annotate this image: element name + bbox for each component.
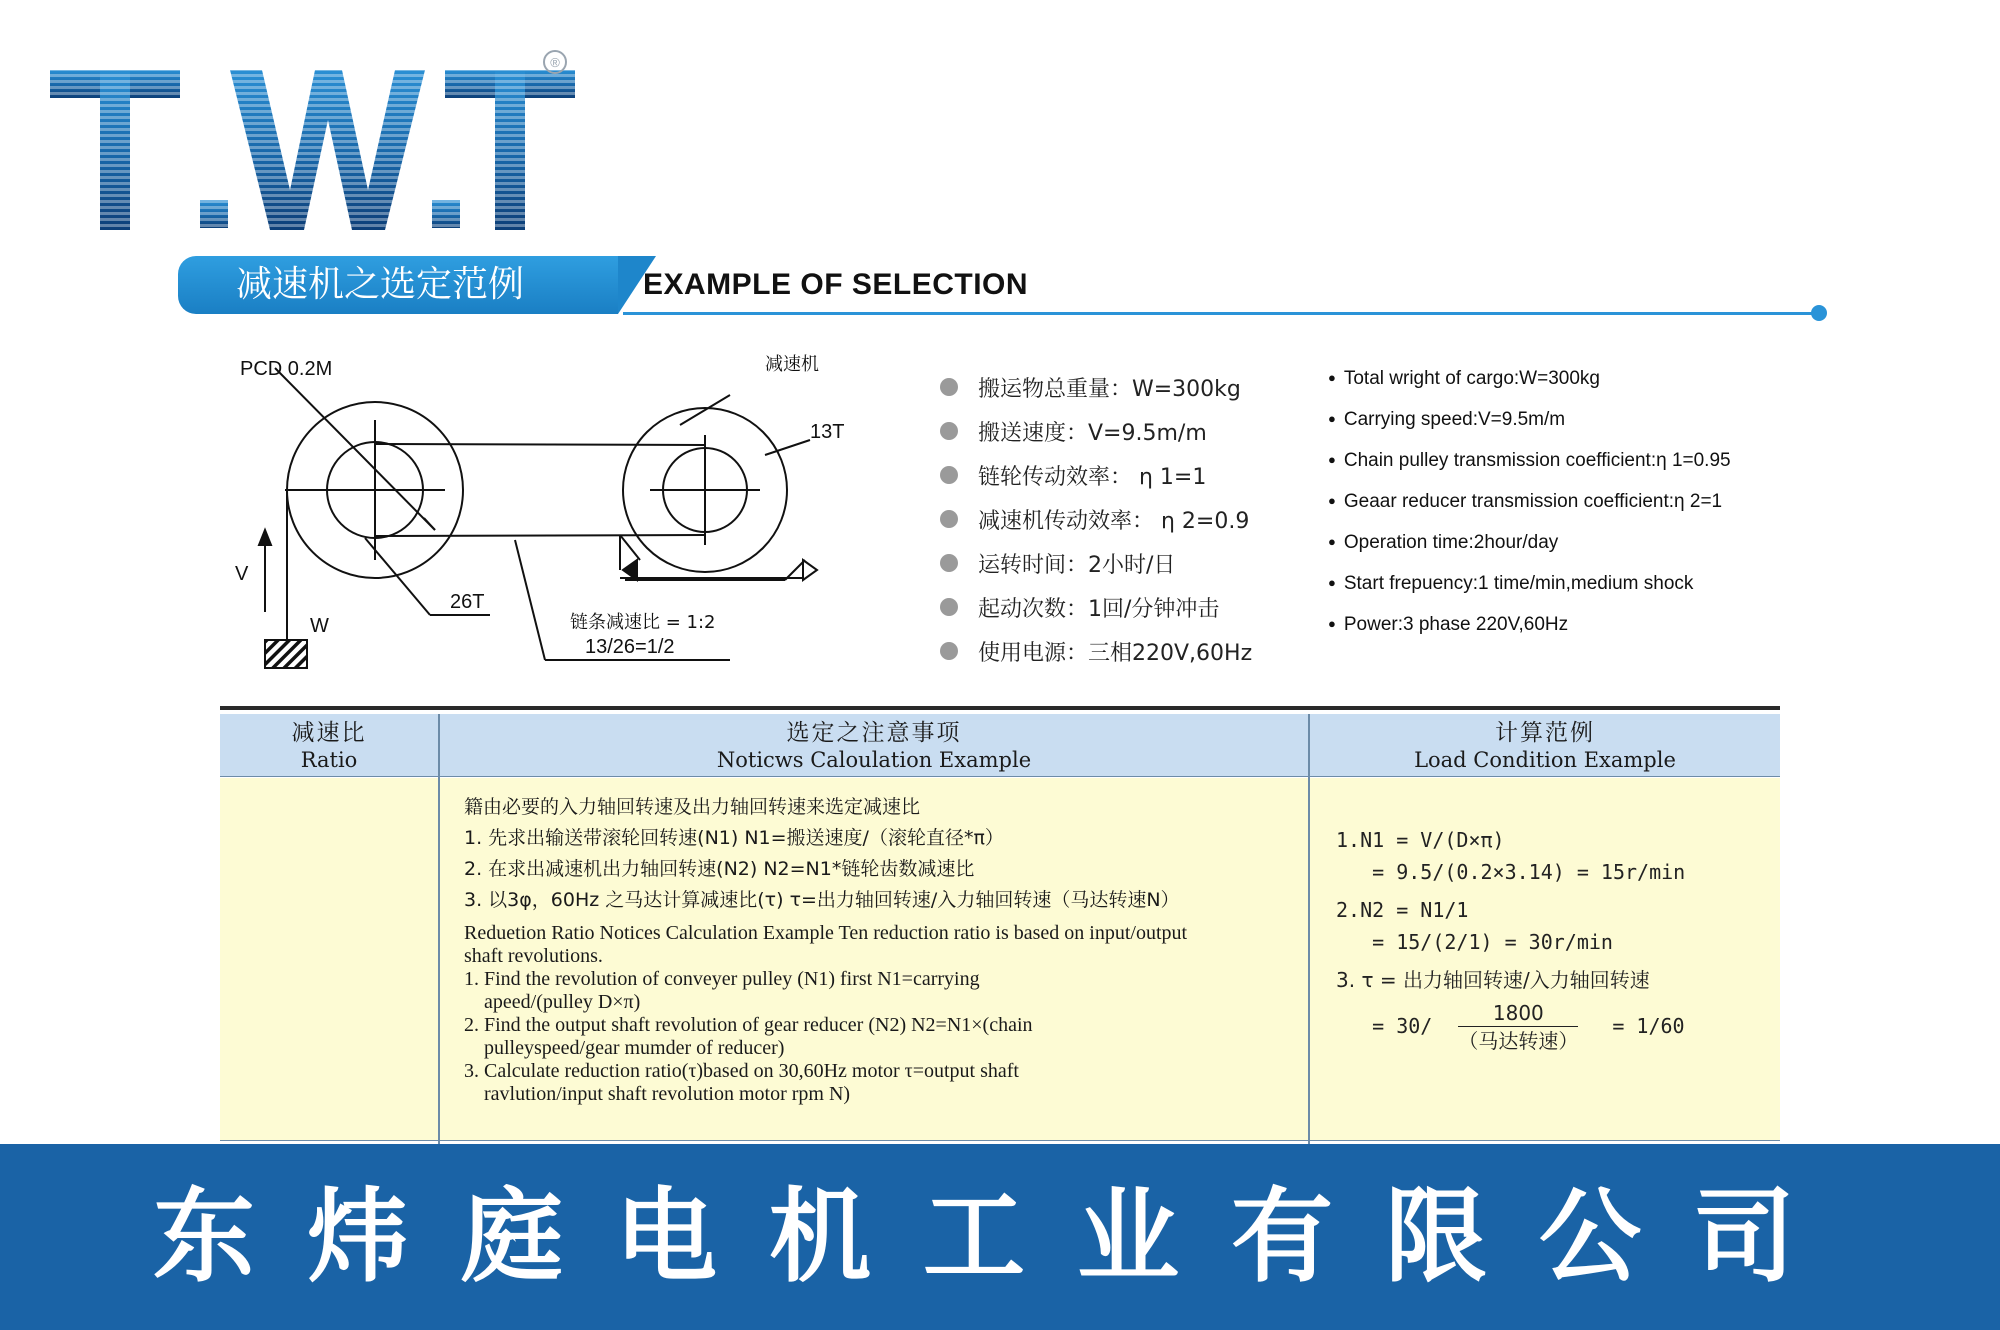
fraction: $\frac{1800}{\text{（马达转速）}}$: [1458, 1001, 1579, 1053]
selection-table: [220, 706, 1780, 1146]
spec-list-en: [1328, 368, 1731, 655]
bullet-icon: [940, 598, 958, 616]
spec-cn-item: 减速机传动效率： η 2=0.9: [940, 497, 1252, 541]
spec-list-cn: [940, 365, 1252, 673]
note-en-line: 2. Find the output shaft revolution of gear reducer (N2) N2=N1×(chain: [464, 1014, 1033, 1036]
company-banner: 东炜庭电机工业有限公司: [0, 1144, 2000, 1330]
note-cn-step: 1. 先求出输送带滚轮回转速(N1) N1=搬送速度/（滚轮直径*π）: [464, 827, 1004, 849]
bullet-icon: [940, 378, 958, 396]
note-cn-step: 3. 以3φ，60Hz 之马达计算减速比(τ) τ=出力轴回转速/入力轴回转速（马达转速N）: [464, 889, 1180, 911]
small-sprocket-teeth: 13T: [810, 421, 845, 443]
registered-mark: ®: [550, 55, 560, 70]
spec-cn-item: 使用电源：三相220V,60Hz: [940, 629, 1252, 673]
bullet-icon: [940, 422, 958, 440]
spec-cn-item: 搬运物总重量：W=300kg: [940, 365, 1252, 409]
calc-line: 2.N2 = N1/1: [1336, 898, 1469, 922]
column-divider: [1308, 714, 1310, 1144]
table-top-rule: [220, 706, 1780, 710]
header-rule-dot: [1811, 305, 1827, 321]
section-header: [178, 254, 1828, 324]
notes-cell: [440, 778, 1308, 1141]
header-load-example: 计算范例 Load Condition Example: [1310, 714, 1780, 777]
twt-logo: [50, 50, 580, 240]
spec-en-item: ● Start frepuency:1 time/min,medium shock: [1328, 573, 1731, 614]
chain-top: [375, 444, 705, 445]
bullet-icon: [940, 466, 958, 484]
spec-cn-item: 起动次数：1回/分钟冲击: [940, 585, 1252, 629]
chain-ratio-line2: 13/26=1/2: [585, 636, 675, 658]
note-intro: 籍由必要的入力轴回转速及出力轴回转速来选定减速比: [464, 796, 921, 818]
calc-cell: [1310, 778, 1780, 1141]
chain-ratio-line1: 链条减速比 = 1:2: [570, 612, 716, 633]
pcd-leader: [275, 368, 435, 530]
note-en-line: apeed/(pulley D×π): [484, 991, 641, 1013]
spec-en-item: ● Geaar reducer transmission coefficient:η 2=1: [1328, 491, 1731, 532]
calc-line: 1.N1 = V/(D×π): [1336, 828, 1505, 852]
calc-line: = 9.5/(0.2×3.14) = 15r/min: [1336, 860, 1686, 884]
weight-label: W: [310, 615, 329, 637]
bullet-icon: [940, 554, 958, 572]
section-title-cn: 减速机之选定范例: [178, 256, 618, 314]
spec-en-item: ● Power:3 phase 220V,60Hz: [1328, 614, 1731, 655]
spec-cn-item: 搬送速度：V=9.5m/m: [940, 409, 1252, 453]
pcd-label: PCD 0.2M: [240, 358, 333, 380]
note-cn-step: 2. 在求出减速机出力轴回转速(N2) N2=N1*链轮齿数减速比: [464, 858, 975, 880]
spec-en-item: ● Operation time:2hour/day: [1328, 532, 1731, 573]
note-en-line: pulleyspeed/gear mumder of reducer): [484, 1037, 785, 1059]
calc-line: 3. τ = 出力轴回转速/入力轴回转速: [1336, 968, 1650, 992]
section-title-en: EXAMPLE OF SELECTION: [643, 268, 1029, 301]
calc-line: = 15/(2/1) = 30r/min: [1336, 930, 1613, 954]
spec-en-item: ● Carrying speed:V=9.5m/m: [1328, 409, 1731, 450]
note-en-line: 1. Find the revolution of conveyer pulley (N1) first N1=carrying: [464, 968, 980, 990]
chain-bottom: [375, 535, 705, 536]
spec-cn-item: 运转时间：2小时/日: [940, 541, 1252, 585]
velocity-label: V: [235, 563, 249, 585]
spec-en-item: ● Total wright of cargo:W=300kg: [1328, 368, 1731, 409]
note-en-line: 3. Calculate reduction ratio(τ)based on 30,60Hz motor τ=output shaft: [464, 1060, 1019, 1082]
header-ratio: 减速比 Ratio: [220, 714, 438, 777]
column-divider: [438, 714, 440, 1144]
spec-en-item: ● Chain pulley transmission coefficient:η 1=0.95: [1328, 450, 1731, 491]
calc-fraction-row: = 30/ $\frac{1800}{\text{（马达转速）}}$ = 1/60: [1336, 1001, 1685, 1053]
bullet-icon: [940, 510, 958, 528]
large-sprocket-teeth: 26T: [450, 591, 485, 613]
bullet-icon: [940, 642, 958, 660]
conveyor-diagram: [225, 340, 885, 680]
note-en-line: ravlution/input shaft revolution motor rpm N): [484, 1083, 851, 1105]
reducer-label: 减速机: [765, 354, 819, 375]
header-notices: 选定之注意事项 Noticws Caloulation Example: [440, 714, 1308, 777]
spec-cn-item: 链轮传动效率： η 1=1: [940, 453, 1252, 497]
ratio-cell: [220, 778, 438, 1141]
note-en-line: Reduetion Ratio Notices Calculation Example Ten reduction ratio is based on input/output: [464, 922, 1188, 944]
note-en-line: shaft revolutions.: [464, 945, 603, 967]
header-rule: [623, 312, 1818, 315]
